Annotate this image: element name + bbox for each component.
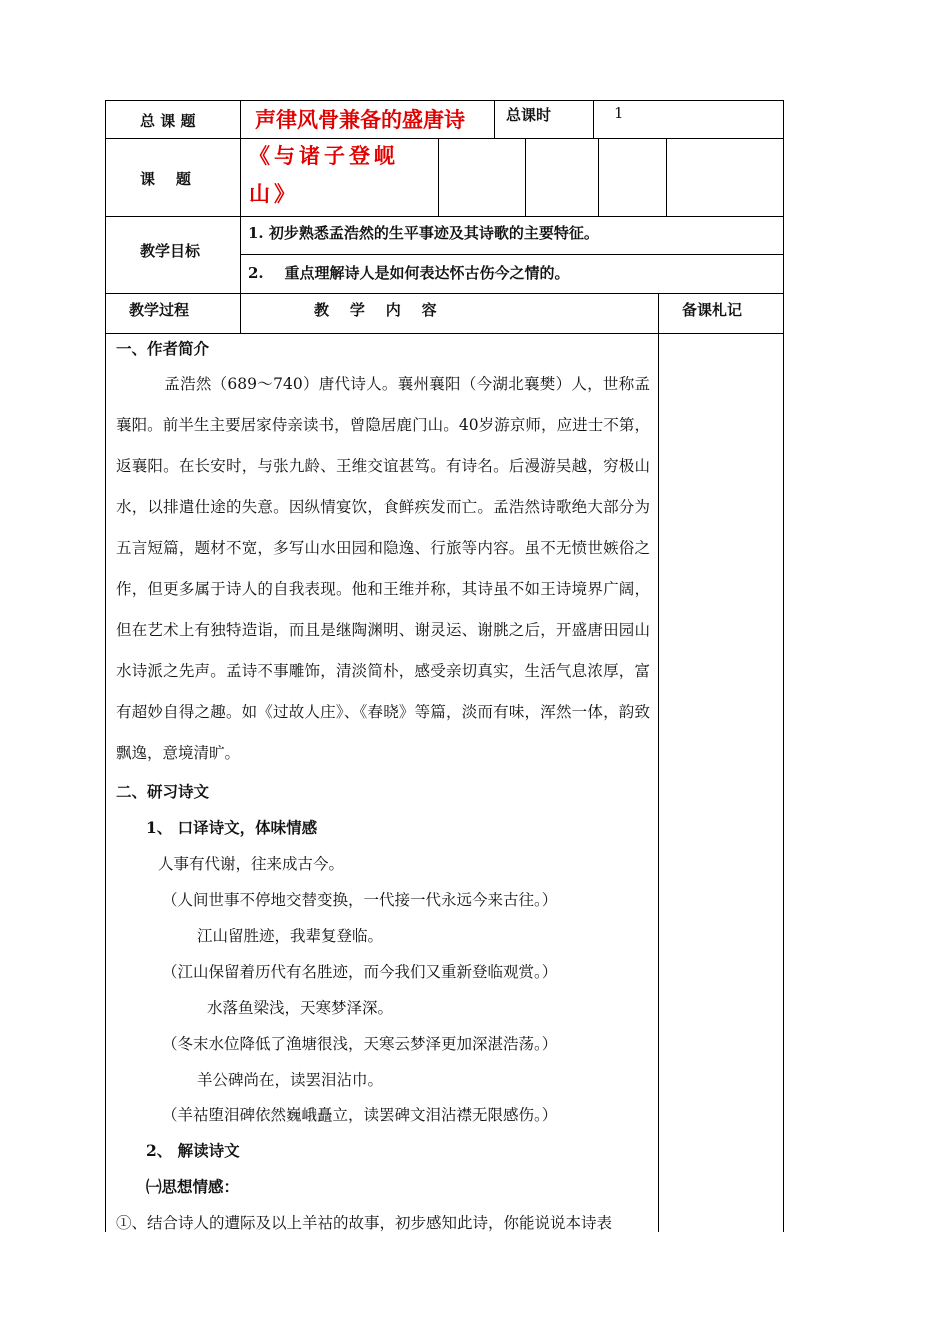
translation-line-1: （人间世事不停地交替变换，一代接一代永远今来古往。）	[162, 891, 558, 909]
row-divider	[105, 216, 784, 217]
translation-line-4: （羊祜堕泪碑依然巍峨矗立，读罢碑文泪沾襟无限感伤。）	[162, 1106, 558, 1124]
section1-heading: 一、作者简介	[116, 339, 210, 358]
table-border-top	[105, 100, 784, 101]
col-divider	[438, 138, 439, 216]
topic-label: 课 题	[140, 170, 191, 188]
subheading-translate: 1、 口译诗文，体味情感	[146, 818, 318, 837]
col-divider	[598, 138, 599, 216]
total-hours-value: 1	[614, 104, 624, 122]
poem-line-4: 羊公碑尚在，读罢泪沾巾。	[197, 1071, 384, 1089]
objectives-label: 教学目标	[140, 242, 201, 260]
notes-label: 备课札记	[682, 301, 743, 319]
content-label: 教 学 内 容	[314, 301, 437, 319]
table-border-left	[105, 100, 106, 1232]
topic-value-line1: 《与诸子登岘	[249, 143, 399, 168]
translation-line-3: （冬末水位降低了渔塘很浅，天寒云梦泽更加深湛浩荡。）	[162, 1035, 558, 1053]
subheading-interpret: 2、 解读诗文	[146, 1141, 240, 1160]
row-divider	[105, 293, 784, 294]
total-hours-label: 总课时	[506, 106, 552, 124]
col-divider	[666, 138, 667, 216]
total-topic-value: 声律风骨兼备的盛唐诗	[255, 107, 465, 132]
translation-line-2: （江山保留着历代有名胜迹，而今我们又重新登临观赏。）	[162, 963, 558, 981]
total-topic-label: 总 课 题	[140, 112, 196, 130]
question-1: ①、结合诗人的遭际及以上羊祜的故事，初步感知此诗，你能说说本诗表	[116, 1214, 613, 1232]
table-border-right	[783, 100, 784, 1232]
row-divider	[105, 333, 784, 334]
col-divider	[525, 138, 526, 216]
col-divider	[593, 100, 594, 138]
subheading-sentiment: ㈠思想情感：	[146, 1177, 240, 1196]
section2-heading: 二、研习诗文	[116, 782, 210, 801]
objective-1: 1. 初步熟悉孟浩然的生平事迹及其诗歌的主要特征。	[248, 224, 599, 242]
poem-line-2: 江山留胜迹，我辈复登临。	[197, 927, 384, 945]
author-intro-paragraph	[116, 364, 650, 774]
process-label: 教学过程	[129, 301, 190, 319]
objective-2: 2. 重点理解诗人是如何表达怀古伤今之情的。	[248, 264, 570, 282]
col-divider	[658, 293, 659, 1232]
col-divider	[494, 100, 495, 138]
topic-value-line2: 山》	[249, 181, 299, 206]
row-divider	[240, 254, 784, 255]
row-divider	[105, 138, 784, 139]
col-divider	[240, 100, 241, 333]
poem-line-1: 人事有代谢，往来成古今。	[158, 855, 345, 873]
poem-line-3: 水落鱼梁浅，天寒梦泽深。	[207, 999, 394, 1017]
author-intro-text: 孟浩然（689～740）唐代诗人。襄州襄阳（今湖北襄樊）人，世称孟襄阳。前半生主要居家侍亲读书，曾隐居鹿门山。40岁游京师，应进士不第，返襄阳。在长安时，与张九龄、王维交谊甚笃。有诗名。后漫游吴越，穷极山水，以排遣仕途的失意。因纵情宴饮，食鲜疾发而亡。孟浩然诗歌绝大部分为五言短篇，题材不宽，多写山水田园和隐逸、行旅等内容。虽不无愤世嫉俗之作，但更多属于诗人的自我表现。他和王维并称，其诗虽不如王诗境界广阔，但在艺术上有独特造诣，而且是继陶渊明、谢灵运、谢朓之后，开盛唐田园山水诗派之先声。孟诗不事雕饰，清淡简朴，感受亲切真实，生活气息浓厚，富有超妙自得之趣。如《过故人庄》、《春晓》等篇，淡而有味，浑然一体，韵致飘逸，意境清旷。	[116, 375, 650, 762]
